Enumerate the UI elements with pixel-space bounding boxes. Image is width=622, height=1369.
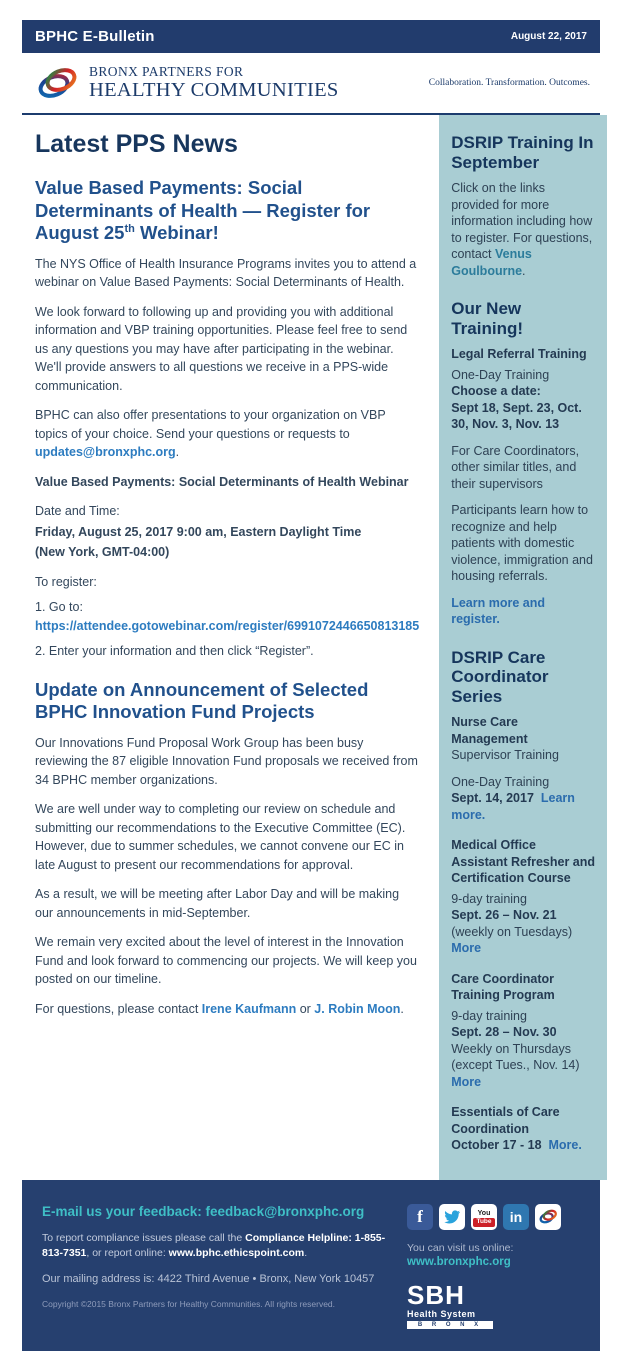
register-label: To register: xyxy=(35,574,97,589)
facebook-icon[interactable]: f xyxy=(407,1204,433,1230)
compliance-post: . xyxy=(304,1247,308,1260)
sidebar-heading-care-coordinator: DSRIP Care Coordinator Series xyxy=(451,647,549,706)
bphc-swirl-logo-icon xyxy=(35,64,79,102)
legal-referral-dates: Sept 18, Sept. 23, Oct. 30, Nov. 3, Nov. 13 xyxy=(451,400,582,432)
nurse-care-title: Nurse Care Management xyxy=(451,715,528,746)
article1-paragraph-3 xyxy=(35,406,419,462)
footer xyxy=(22,1180,600,1351)
medical-office-details xyxy=(451,891,595,957)
essentials-more-link[interactable]: More. xyxy=(548,1138,582,1153)
bronxphc-url-link[interactable]: www.bronxphc.org xyxy=(407,1255,511,1268)
org-logo-text xyxy=(89,65,339,102)
sidebar-intro-post: . xyxy=(522,263,526,278)
nurse-care-learn-more-link[interactable]: Learn more. xyxy=(451,791,575,822)
legal-referral-details xyxy=(451,367,595,433)
article1-paragraph-1: The NYS Office of Health Insurance Programs invites you to attend a webinar on Value Based Payments: Social Determinants of Health. xyxy=(35,256,417,290)
sidebar-heading-dsrip-training: DSRIP Training In September xyxy=(451,133,594,172)
robin-moon-link[interactable]: J. Robin Moon xyxy=(314,1001,401,1016)
legal-referral-audience: For Care Coordinators, other similar titles, and their supervisors xyxy=(451,443,580,491)
article1-heading-sup: th xyxy=(124,222,135,235)
mailing-address: Our mailing address is: 4422 Third Avenue • Bronx, New York 10457 xyxy=(42,1273,375,1286)
sidebar xyxy=(439,115,607,1180)
content-area xyxy=(22,115,600,1180)
footer-left xyxy=(42,1204,407,1329)
bulletin-title: BPHC E-Bulletin xyxy=(35,28,155,45)
essentials-title: Essentials of Care Coordination xyxy=(451,1105,560,1136)
venus-goulbourne-link[interactable]: Venus Goulbourne xyxy=(451,247,532,278)
article1-paragraph-2: We look forward to following up and providing you with additional information and VBP training opportunities. Please feel free to send us any questions you may have after participating in the webinar. We'll provide answers to all questions we receive in a PPS-wide communication. xyxy=(35,304,408,393)
nurse-care-item-details xyxy=(451,774,595,824)
compliance-mid: , or report online: xyxy=(86,1247,169,1260)
compliance-helpline: Compliance Helpline: 1-855-813-7351 xyxy=(42,1231,386,1260)
sbh-logo-text: SBH xyxy=(407,1279,465,1310)
compliance-text: To report compliance issues please call the xyxy=(42,1231,246,1244)
org-name-line1: BRONX PARTNERS FOR xyxy=(89,63,244,79)
nurse-care-item-title xyxy=(451,714,595,764)
sbh-bronx-text: B R O N X xyxy=(407,1321,493,1329)
care-coordinator-date: Sept. 28 – Nov. 30 xyxy=(451,1025,557,1040)
webinar-timezone: (New York, GMT-04:00) xyxy=(35,545,170,560)
date-label: Date and Time: xyxy=(35,504,120,519)
sbh-health-system-logo xyxy=(407,1279,499,1329)
youtube-tube-text: Tube xyxy=(473,1218,494,1227)
irene-kaufmann-link[interactable]: Irene Kaufmann xyxy=(201,1001,297,1016)
article2-paragraph-5-text: For questions, please contact xyxy=(35,1001,202,1016)
logo-bar xyxy=(22,53,600,115)
social-icons-row xyxy=(407,1204,582,1230)
learn-more-register-link[interactable]: Learn more and register. xyxy=(451,595,545,627)
twitter-icon[interactable] xyxy=(439,1204,465,1230)
nurse-care-subtitle: Supervisor Training xyxy=(451,748,559,763)
org-name-line2: HEALTHY COMMUNITIES xyxy=(89,79,339,102)
webinar-subhead: Value Based Payments: Social Determinants of Health Webinar xyxy=(35,474,409,489)
care-coordinator-program-title: Care Coordinator Training Program xyxy=(451,971,555,1003)
legal-referral-title: Legal Referral Training xyxy=(451,347,587,362)
footer-right xyxy=(407,1204,582,1329)
legal-referral-description: Participants learn how to recognize and help patients with domestic violence, immigration and housing referrals. xyxy=(451,503,593,584)
register-steps xyxy=(35,573,419,661)
medical-office-title: Medical Office Assistant Refresher and Certification Course xyxy=(451,838,596,886)
legal-referral-cta xyxy=(451,595,595,628)
care-coordinator-program-details xyxy=(451,1008,595,1091)
webinar-datetime: Friday, August 25, 2017 9:00 am, Eastern Daylight Time xyxy=(35,524,362,539)
visit-online-label: You can visit us online: xyxy=(407,1241,514,1254)
article1-heading-post: Webinar! xyxy=(134,222,219,244)
medical-office-more-link[interactable]: More xyxy=(451,941,482,956)
care-coordinator-note: (except Tues., Nov. 14) xyxy=(451,1058,580,1073)
medical-office-duration: 9-day training xyxy=(451,891,527,906)
updates-email-link[interactable]: updates@bronxphc.org xyxy=(35,445,176,460)
register-step-1-text: 1. Go to: xyxy=(35,600,83,615)
feedback-email-link[interactable]: E-mail us your feedback: feedback@bronxphc.org xyxy=(42,1203,365,1219)
ethicspoint-link[interactable]: www.bphc.ethicspoint.com xyxy=(168,1247,305,1260)
article1-paragraph-3-text: BPHC can also offer presentations to your organization on VBP topics of your choice. Send your questions or requests to xyxy=(35,408,386,441)
article2-paragraph-4: We remain very excited about the level of interest in the Innovation Fund and look forward to commencing our projects. We will keep you posted on our timeline. xyxy=(35,935,417,987)
medical-office-note: (weekly on Tuesdays) xyxy=(451,924,573,939)
legal-referral-choose-label: Choose a date: xyxy=(451,384,541,399)
care-coordinator-schedule: Weekly on Thursdays xyxy=(451,1041,571,1056)
top-bar xyxy=(22,20,600,53)
essentials-date: October 17 - 18 xyxy=(451,1138,542,1153)
legal-referral-duration: One-Day Training xyxy=(451,367,550,382)
sidebar-heading-new-training: Our New Training! xyxy=(451,299,523,338)
compliance-line xyxy=(42,1231,397,1261)
essentials-item xyxy=(451,1104,595,1154)
article2-paragraph-5 xyxy=(35,1000,419,1019)
register-step-2: 2. Enter your information and then click “Register”. xyxy=(35,644,314,659)
youtube-icon[interactable] xyxy=(471,1204,497,1230)
linkedin-icon[interactable]: in xyxy=(503,1204,529,1230)
article2-paragraph-2: We are well under way to completing our review on schedule and submitting our recommendations to the Executive Committee (EC). However, due to summer schedules, we cannot convene our EC in late August to present our recommendations for approval. xyxy=(35,802,406,872)
copyright-notice: Copyright ©2015 Bronx Partners for Healthy Communities. All rights reserved. xyxy=(42,1299,336,1310)
article1-heading-text: Value Based Payments: Social Determinants of Health — Register for August 25 xyxy=(35,177,371,244)
care-coordinator-duration: 9-day training xyxy=(451,1008,527,1023)
article2-paragraph-5-mid: or xyxy=(296,1001,315,1016)
sidebar-intro-text: Click on the links provided for more information including how to register. For questions, contact xyxy=(451,181,593,262)
article2-paragraph-5-post: . xyxy=(400,1001,404,1016)
register-step-1 xyxy=(35,598,419,635)
sidebar-intro xyxy=(451,180,595,279)
youtube-you-text: You xyxy=(477,1210,491,1218)
nurse-care-date: Sept. 14, 2017 xyxy=(451,791,534,806)
article2-heading: Update on Announcement of Selected BPHC Innovation Fund Projects xyxy=(35,678,369,723)
care-coordinator-more-link[interactable]: More xyxy=(451,1074,482,1089)
webinar-register-link[interactable]: https://attendee.gotowebinar.com/register/6991072446650813185 xyxy=(35,618,420,633)
article2-paragraph-1: Our Innovations Fund Proposal Work Group has been busy reviewing the 87 eligible Innovation Fund proposals we received from 34 BPHC member organizations. xyxy=(35,735,418,787)
nurse-care-duration: One-Day Training xyxy=(451,774,550,789)
article2-paragraph-3: As a result, we will be meeting after Labor Day and will be making our announcements in mid-September. xyxy=(35,887,400,920)
article1-heading xyxy=(35,177,419,245)
sbh-system-text: Health System xyxy=(407,1308,476,1319)
article1-paragraph-3-post: . xyxy=(175,445,180,460)
main-column xyxy=(22,115,439,1180)
medical-office-date: Sept. 26 – Nov. 21 xyxy=(451,908,557,923)
org-tagline: Collaboration. Transformation. Outcomes. xyxy=(428,78,590,88)
page-title: Latest PPS News xyxy=(35,130,238,158)
issue-date: August 22, 2017 xyxy=(510,31,587,42)
bphc-swirl-icon[interactable] xyxy=(535,1204,561,1230)
